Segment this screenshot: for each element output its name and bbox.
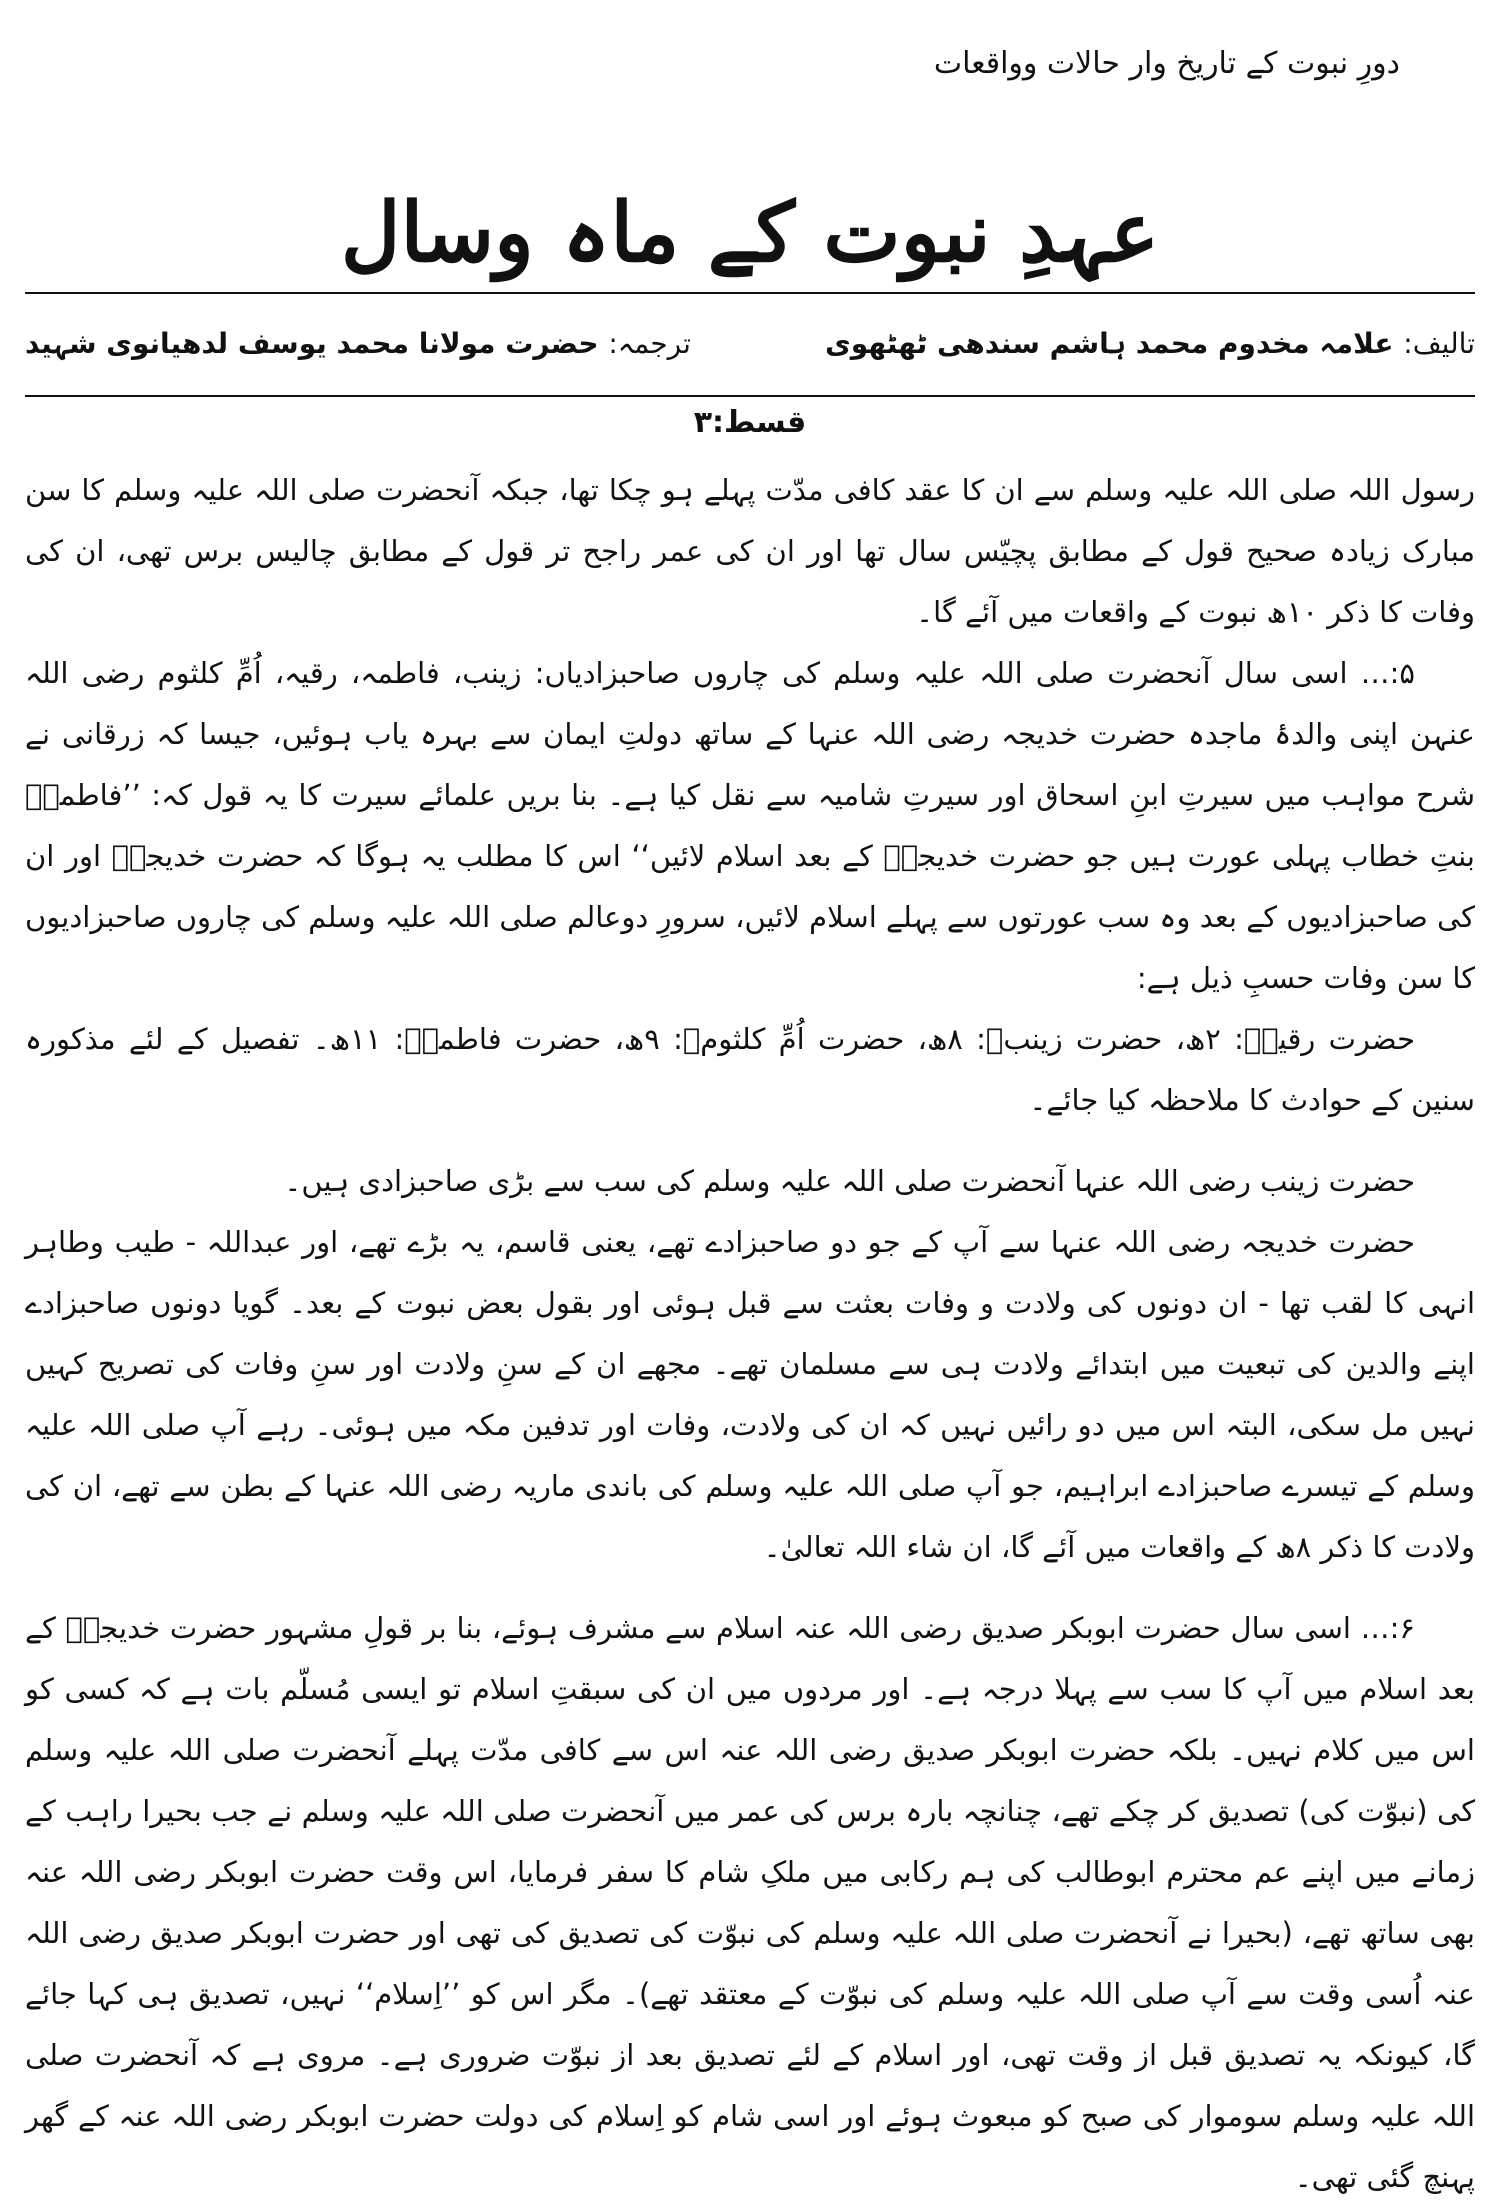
author-name: علامہ مخدوم محمد ہاشم سندھی ٹھٹھوی <box>825 327 1394 360</box>
paragraph: ۵:… اسی سال آنحضرت صلی اللہ علیہ وسلم کی چاروں صاحبزادیاں: زینب، فاطمہ، رقیہ، اُمِّ کلثوم رضی اللہ عنہن اپنی والدۂ ماجدہ حضرت خدیجہ رضی اللہ عنہا کے ساتھ دولتِ ایمان سے بہرہ یاب ہوئیں، جیسا کہ زرقانی نے شرح مواہب میں سیرتِ ابنِ اسحاق اور سیرتِ شامیہ سے نقل کیا ہے۔ بنا بریں علمائے سیرت کا یہ قول کہ: ’’فاطمہؓ بنتِ خطاب پہلی عورت ہیں جو حضرت خدیجہؓ کے بعد اسلام لائیں‘‘ اس کا مطلب یہ ہوگا کہ حضرت خدیجہؓ اور ان کی صاحبزادیوں کے بعد وہ سب عورتوں سے پہلے اسلام لائیں، سرورِ دوعالم صلی اللہ علیہ وسلم کی چاروں صاحبزادیوں کا سن وفات حسبِ ذیل ہے: <box>25 656 1475 995</box>
translator-label: ترجمہ: <box>608 327 691 360</box>
author-credit <box>825 327 1475 360</box>
installment-number: قسط:۳ <box>693 405 807 440</box>
translator-credit <box>25 327 691 360</box>
article-body <box>25 460 1475 2208</box>
author-label: تالیف: <box>1403 327 1475 360</box>
page-title: عہدِ نبوت کے ماہ وسال <box>340 185 1160 281</box>
paragraph: حضرت رقیہؓ: ۲ھ، حضرت زینبؓ: ۸ھ، حضرت اُمِّ کلثومؓ: ۹ھ، حضرت فاطمہؓ: ۱۱ھ۔ تفصیل کے لئے مذکورہ سنین کے حوادث کا ملاحظہ کیا جائے۔ <box>25 1022 1475 1117</box>
paragraph: رسول اللہ صلی اللہ علیہ وسلم سے ان کا عقد کافی مدّت پہلے ہو چکا تھا، جبکہ آنحضرت صلی اللہ علیہ وسلم کا سن مبارک زیادہ صحیح قول کے مطابق پچیّس سال تھا اور ان کی عمر راجح تر قول کے مطابق چالیس برس تھی، ان کی وفات کا ذکر ۱۰ھ نبوت کے واقعات میں آئے گا۔ <box>25 473 1475 629</box>
translator-name: حضرت مولانا محمد یوسف لدھیانوی شہید <box>25 327 599 360</box>
paragraph: حضرت زینب رضی اللہ عنہا آنحضرت صلی اللہ علیہ وسلم کی سب سے بڑی صاحبزادی ہیں۔ <box>284 1164 1415 1198</box>
paragraph: حضرت خدیجہ رضی اللہ عنہا سے آپ کے جو دو صاحبزادے تھے، یعنی قاسم، یہ بڑے تھے، اور عبداللہ - طیب وطاہر انہی کا لقب تھا - ان دونوں کی ولادت و وفات بعثت سے قبل ہوئی اور بقول بعض نبوت کے بعد۔ گویا دونوں صاحبزادے اپنے والدین کی تبعیت میں ابتدائے ولادت ہی سے مسلمان تھے۔ مجھے ان کے سنِ ولادت اور سنِ وفات کی تصریح کہیں نہیں مل سکی، البتہ اس میں دو رائیں نہیں کہ ان کی ولادت، وفات اور تدفین مکہ میں ہوئی۔ رہے آپ صلی اللہ علیہ وسلم کے تیسرے صاحبزادے ابراہیم، جو آپ صلی اللہ علیہ وسلم کی باندی ماریہ رضی اللہ عنہا کے بطن سے تھے، ان کی ولادت کا ذکر ۸ھ کے واقعات میں آئے گا، ان شاء اللہ تعالیٰ۔ <box>25 1225 1475 1564</box>
credits-line <box>25 327 1475 367</box>
title-divider <box>25 292 1475 294</box>
paragraph: ۶:… اسی سال حضرت ابوبکر صدیق رضی اللہ عنہ اسلام سے مشرف ہوئے، بنا بر قولِ مشہور حضرت خدیجہؓ کے بعد اسلام میں آپ کا سب سے پہلا درجہ ہے۔ اور مردوں میں ان کی سبقتِ اسلام تو ایسی مُسلّم بات ہے کہ کسی کو اس میں کلام نہیں۔ بلکہ حضرت ابوبکر صدیق رضی اللہ عنہ اس سے کافی مدّت پہلے آنحضرت صلی اللہ علیہ وسلم کی (نبوّت کی) تصدیق کر چکے تھے، چنانچہ بارہ برس کی عمر میں آنحضرت صلی اللہ علیہ وسلم نے جب بحیرا راہب کے زمانے میں اپنے عم محترم ابوطالب کی ہم رکابی میں ملکِ شام کا سفر فرمایا، اس وقت حضرت ابوبکر رضی اللہ عنہ بھی ساتھ تھے، (بحیرا نے آنحضرت صلی اللہ علیہ وسلم کی نبوّت کی تصدیق کی تھی اور حضرت ابوبکر صدیق رضی اللہ عنہ اُسی وقت سے آپ صلی اللہ علیہ وسلم کی نبوّت کے معتقد تھے)۔ مگر اس کو ’’اِسلام‘‘ نہیں، تصدیق ہی کہا جائے گا، کیونکہ یہ تصدیق قبل از وقت تھی، اور اسلام کے لئے تصدیق بعد از نبوّت ضروری ہے۔ مروی ہے کہ آنحضرت صلی اللہ علیہ وسلم سوموار کی صبح کو مبعوث ہوئے اور اسی شام کو اِسلام کی دولت حضرت ابوبکر رضی اللہ عنہ کے گھر پہنچ گئی تھی۔ <box>25 1611 1475 2194</box>
credits-divider <box>25 395 1475 397</box>
running-header: دورِ نبوت کے تاریخ وار حالات وواقعات <box>933 46 1400 81</box>
